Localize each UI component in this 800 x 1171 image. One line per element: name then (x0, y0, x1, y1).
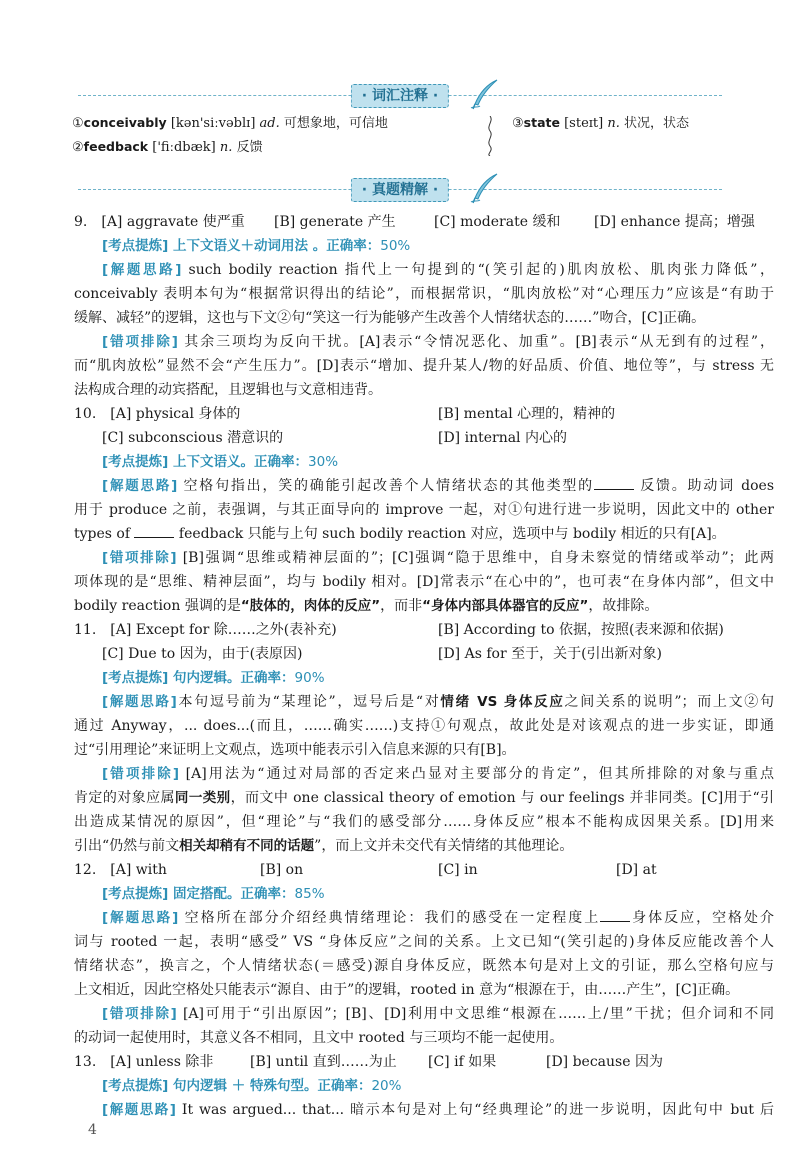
vocab-item-feedback: ②feedback ['fiːdbæk] n. 反馈 (72, 139, 263, 155)
q12-solve-line: 情绪状态”，换言之，个人情绪状态(＝感受)源自身体反应，既然本句是对上文的引证，那么空格句应与 (74, 958, 774, 974)
q10-solve-line: types of feedback 只能与上句 such bodily reaction 对应，选项中与 bodily 相近的只有[A]。 (74, 522, 774, 546)
q10-solve-line: [解题思路] 空格句指出，笑的确能引起改善个人情绪状态的其他类型的 反馈。助动词 does (74, 474, 774, 498)
q12-tag-line: [考点提炼] 固定搭配。正确率：85% (102, 886, 325, 902)
q9-elim-line: 法构成合理的动宾搭配，且逻辑也与文意相违背。 (74, 382, 382, 398)
q9-tag-line: [考点提炼] 上下文语义＋动词用法 。正确率：50% (102, 238, 411, 254)
q12-elim-line: 的动词一起使用时，其意义各不相同，且文中 rooted 与三项均不能一起使用。 (74, 1030, 564, 1046)
q12-elim-line: [错项排除] [A]可用于“引出原因”；[B]、[D]利用中文思维“根源在……上/里”干扰；但介词和不同 (102, 1006, 774, 1022)
q10-options: 10. [A] physical 身体的 [B] mental 心理的，精神的 (74, 406, 616, 422)
q11-elim-line: [错项排除] [A]用法为“通过对局部的否定来凸显对主要部分的肯定”，但其所排除的对象与重点 (102, 766, 774, 782)
q11-solve-line: [解题思路]本句逗号前为“某理论”，逗号后是“对情绪 VS 身体反应之间关系的说明”；而上文②句 (102, 694, 774, 710)
q10-elim-line: bodily reaction 强调的是“肢体的，肉体的反应”，而非“身体内部具体器官的反应”，故排除。 (74, 598, 659, 614)
answer-blank (600, 907, 630, 922)
answer-blank (134, 523, 174, 538)
vocab-item-conceivably: ①conceivably [kən'siːvəblɪ] ad. 可想象地，可信地 (72, 115, 388, 131)
q9-options: 9. [A] aggravate 使严重 [B] generate 产生 [C] moderate 缓和 [D] enhance 提高；增强 (74, 214, 755, 230)
vocab-notes (72, 112, 732, 160)
quill-pen-icon (470, 172, 500, 204)
q9-solve-line: [解题思路] such bodily reaction 指代上一句提到的“(笑引起的)肌肉放松、肌肉张力降低”， (102, 262, 774, 278)
q10-elim-line: [错项排除] [B]强调“思维或精神层面的”；[C]强调“隐于思维中，自身未察觉的情绪或举动”；此两 (102, 550, 774, 566)
page-number: 4 (88, 1122, 97, 1138)
q10-options: [C] subconscious 潜意识的 [D] internal 内心的 (102, 430, 567, 446)
vocab-banner-title: · 词汇注释 · (351, 84, 449, 108)
q12-solve-line: 词与 rooted 一起，表明“感受” VS “身体反应”之间的关系。上文已知“(笑引起的)身体反应能改善个人 (74, 934, 774, 950)
q10-tag-line: [考点提炼] 上下文语义。正确率：30% (102, 454, 339, 470)
q11-options: 11. [A] Except for 除……之外(表补充) [B] According to 依据，按照(表来源和依据) (74, 622, 724, 638)
q10-solve-line: 用于 produce 之前，表强调，与其正面导向的 improve 一起，对①句进行进一步说明，因此文中的 other (74, 502, 774, 518)
q11-solve-line: 过“引用理论”来证明上文观点，选项中能表示引入信息来源的只有[B]。 (74, 742, 516, 758)
q11-elim-line: 肯定的对象应属同一类别，而文中 one classical theory of emotion 与 our feelings 并非同类。[C]用于“引 (74, 790, 774, 806)
answers-banner-title: · 真题精解 · (351, 178, 449, 202)
q10-elim-line: 项体现的是“思维、精神层面”，均与 bodily 相对。[D]常表示“在心中的”，也可表“在身体内部”，但文中 (74, 574, 774, 590)
answer-blank (594, 475, 634, 490)
q11-options: [C] Due to 因为，由于(表原因) [D] As for 至于，关于(引出新对象) (102, 646, 663, 662)
vocab-item-state: ③state [steɪt] n. 状况，状态 (512, 115, 690, 131)
q13-tag-line: [考点提炼] 句内逻辑 ＋ 特殊句型。正确率：20% (102, 1078, 402, 1094)
answer-explanations (74, 210, 774, 1122)
q11-solve-line: 通过 Anyway，... does...(而且，……确实……)支持①句观点，故此处是对该观点的进一步实证，即通 (74, 718, 774, 734)
q13-options: 13. [A] unless 除非 [B] until 直到……为止 [C] if 如果 [D] because 因为 (74, 1054, 663, 1070)
q12-solve-line: 上文相近，因此空格处只能表示“源自、由于”的逻辑，rooted in 意为“根源在于，由……产生”，[C]正确。 (74, 982, 740, 998)
q11-elim-line: 出造成某情况的原因”，但“理论”与“我们的感受部分……身体反应”根本不能构成因果关系。[D]用来 (74, 814, 774, 830)
q9-elim-line: 而“肌肉放松”显然不会“产生压力”。[D]表示“增加、提升某人/物的好品质、价值、地位等”，与 stress 无 (74, 358, 774, 374)
q9-solve-line: conceivably 表明本句为“根据常识得出的结论”，而根据常识，“肌肉放松”对“心理压力”应该是“有助于 (74, 286, 774, 302)
q9-elim-line: [错项排除] 其余三项均为反向干扰。[A]表示“令情况恶化、加重”。[B]表示“从无到有的过程”， (102, 334, 774, 350)
q9-solve-line: 缓解、减轻”的逻辑，这也与下文②句“笑这一行为能够产生改善个人情绪状态的……”吻合，[C]正确。 (74, 310, 706, 326)
vocab-banner (0, 78, 800, 114)
q11-elim-line: 引出“仍然与前文相关却稍有不同的话题”，而上文并未交代有关情绪的其他理论。 (74, 838, 574, 854)
q12-solve-line: [解题思路] 空格所在部分介绍经典情绪理论：我们的感受在一定程度上 身体反应，空格处介 (74, 906, 774, 930)
q11-tag-line: [考点提炼] 句内逻辑。正确率：90% (102, 670, 325, 686)
q12-options: 12. [A] with [B] on [C] in [D] at (74, 862, 657, 878)
answers-banner (0, 172, 800, 208)
q13-solve-line: [解题思路] It was argued... that... 暗示本句是对上句“经典理论”的进一步说明，因此句中 but 后 (102, 1102, 774, 1118)
wavy-divider (484, 116, 496, 156)
quill-pen-icon (470, 78, 500, 110)
